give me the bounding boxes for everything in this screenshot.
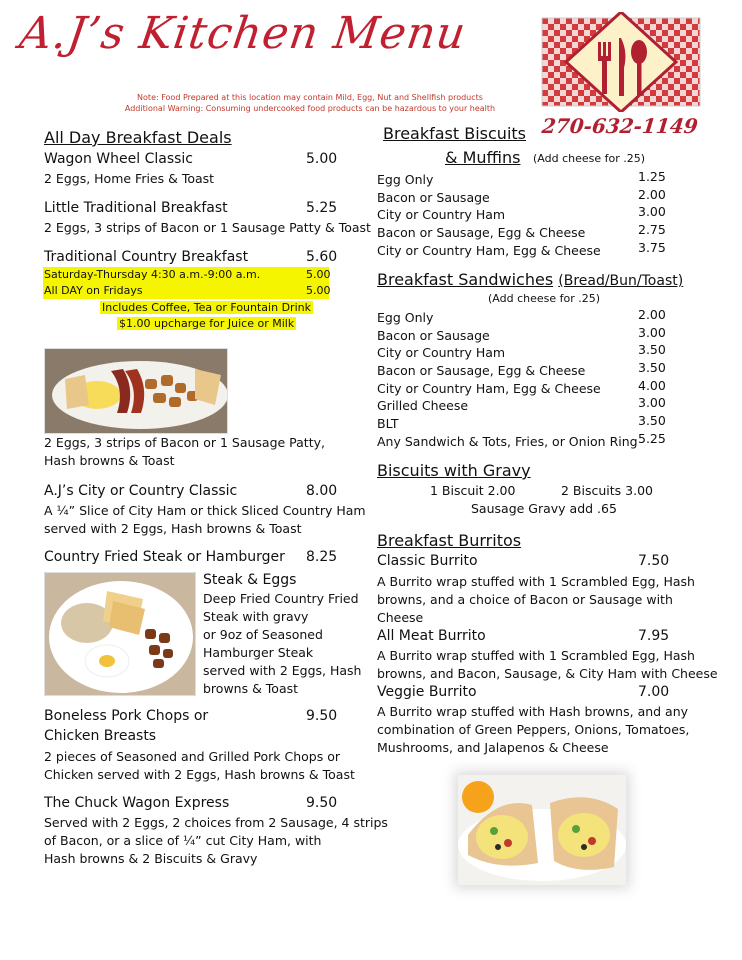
list-item: Bacon or Sausage, Egg & Cheese 3.50	[377, 360, 666, 379]
ajs-classic-name: A.J’s City or Country Classic	[44, 483, 238, 499]
all-meat-burrito-name: All Meat Burrito	[377, 628, 486, 644]
steak-eggs-photo	[44, 572, 196, 696]
veggie-burrito-desc3: Mushrooms, and Jalapenos & Cheese	[377, 740, 609, 755]
all-day-breakfast-heading: All Day Breakfast Deals	[44, 128, 232, 147]
chuck-wagon-price: 9.50	[306, 795, 338, 811]
list-item: Egg Only 2.00	[377, 307, 666, 325]
all-meat-burrito-desc1: A Burrito wrap stuffed with 1 Scrambled Egg, Hash	[377, 648, 695, 663]
gravy-heading: Biscuits with Gravy	[377, 461, 531, 480]
little-traditional-price: 5.25	[306, 200, 338, 216]
list-item: Any Sandwich & Tots, Fries, or Onion Ring 5.25	[377, 430, 666, 449]
allergen-note: Note: Food Prepared at this location may contain Mild, Egg, Nut and Shellfish products	[137, 93, 483, 102]
breakfast-plate-photo	[44, 348, 228, 434]
burrito-photo	[458, 775, 626, 885]
list-item: City or Country Ham, Egg & Cheese 4.00	[377, 377, 666, 396]
steak-desc-line: Hamburger Steak	[203, 645, 314, 660]
list-item: Bacon or Sausage 2.00	[377, 186, 666, 205]
one-biscuit-price: 1 Biscuit 2.00	[430, 483, 516, 498]
consumption-warning: Additional Warning: Consuming undercooked food products can be hazardous to your health	[124, 104, 496, 113]
all-meat-burrito-price: 7.95	[638, 628, 670, 644]
chuck-wagon-name: The Chuck Wagon Express	[44, 795, 230, 811]
kitchen-logo	[536, 12, 706, 112]
steak-desc-line: or 9oz of Seasoned	[203, 627, 323, 642]
traditional-country-name: Traditional Country Breakfast	[44, 249, 249, 265]
friday-price: 5.00	[306, 284, 331, 297]
biscuits-heading: Breakfast Biscuits	[383, 124, 526, 143]
traditional-country-price: 5.60	[306, 249, 338, 265]
veggie-burrito-name: Veggie Burrito	[377, 684, 477, 700]
steak-eggs-subtitle: Steak & Eggs	[203, 572, 297, 588]
classic-burrito-price: 7.50	[638, 553, 670, 569]
wagon-wheel-name: Wagon Wheel Classic	[44, 151, 194, 167]
list-item: City or Country Ham 3.50	[377, 342, 666, 361]
menu-title: A.J’s Kitchen Menu	[16, 8, 470, 59]
country-fried-steak-name: Country Fried Steak or Hamburger	[44, 549, 285, 565]
chicken-breasts-name: Chicken Breasts	[44, 728, 157, 744]
chuck-wagon-desc3: Hash browns & 2 Biscuits & Gravy	[44, 851, 258, 866]
list-item: City or Country Ham, Egg & Cheese 3.75	[377, 239, 666, 258]
wagon-wheel-price: 5.00	[306, 151, 338, 167]
chuck-wagon-desc1: Served with 2 Eggs, 2 choices from 2 Sausage, 4 strips	[44, 815, 388, 830]
list-item: City or Country Ham 3.00	[377, 204, 666, 223]
pork-chops-price: 9.50	[306, 708, 338, 724]
little-traditional-desc: 2 Eggs, 3 strips of Bacon or 1 Sausage Patty & Toast	[44, 220, 371, 235]
burritos-heading: Breakfast Burritos	[377, 531, 522, 550]
list-item: Egg Only 1.25	[377, 169, 666, 187]
chuck-wagon-desc2: of Bacon, or a slice of ¼” cut City Ham, with	[44, 833, 322, 848]
classic-burrito-name: Classic Burrito	[377, 553, 478, 569]
wagon-wheel-desc: 2 Eggs, Home Fries & Toast	[44, 171, 215, 186]
pork-chops-desc2: Chicken served with 2 Eggs, Hash browns & Toast	[44, 767, 355, 782]
plate-desc-line1: 2 Eggs, 3 strips of Bacon or 1 Sausage Patty,	[44, 435, 325, 450]
veggie-burrito-price: 7.00	[638, 684, 670, 700]
classic-burrito-desc1: A Burrito wrap stuffed with 1 Scrambled Egg, Hash	[377, 574, 695, 589]
biscuits-cheese-note: (Add cheese for .25)	[533, 152, 646, 165]
country-fried-steak-price: 8.25	[306, 549, 338, 565]
pork-chops-desc1: 2 pieces of Seasoned and Grilled Pork Chops or	[44, 749, 340, 764]
steak-desc-line: served with 2 Eggs, Hash	[203, 663, 362, 678]
little-traditional-name: Little Traditional Breakfast	[44, 200, 228, 216]
includes-drink: Includes Coffee, Tea or Fountain Drink	[102, 301, 311, 314]
ajs-classic-desc2: served with 2 Eggs, Hash browns & Toast	[44, 521, 302, 536]
classic-burrito-desc3: Cheese	[377, 610, 424, 625]
sandwiches-list	[377, 307, 677, 449]
sat-thu-price: 5.00	[306, 268, 331, 281]
juice-upcharge: $1.00 upcharge for Juice or Milk	[119, 317, 295, 330]
pork-chops-name: Boneless Pork Chops or	[44, 708, 209, 724]
steak-desc-line: browns & Toast	[203, 681, 299, 696]
biscuits-list	[377, 169, 677, 257]
steak-desc-line: Steak with gravy	[203, 609, 309, 624]
all-meat-burrito-desc2: browns, and Bacon, Sausage, & City Ham with Cheese	[377, 666, 718, 681]
list-item: BLT 3.50	[377, 413, 666, 432]
steak-desc-line: Deep Fried Country Fried	[203, 591, 359, 606]
classic-burrito-desc2: browns, and a choice of Bacon or Sausage with	[377, 592, 673, 607]
sandwiches-heading: Breakfast Sandwiches (Bread/Bun/Toast)	[377, 270, 684, 289]
muffins-heading: & Muffins	[445, 148, 521, 167]
ajs-classic-price: 8.00	[306, 483, 338, 499]
sandwiches-cheese-note: (Add cheese for .25)	[488, 292, 601, 305]
veggie-burrito-desc2: combination of Green Peppers, Onions, Tomatoes,	[377, 722, 690, 737]
ajs-classic-desc1: A ¼” Slice of City Ham or thick Sliced Country Ham	[44, 503, 366, 518]
veggie-burrito-desc1: A Burrito wrap stuffed with Hash browns, and any	[377, 704, 689, 719]
phone-number[interactable]: 270-632-1149	[540, 114, 700, 138]
friday-label: All DAY on Fridays	[44, 284, 143, 297]
plate-desc-line2: Hash browns & Toast	[44, 453, 175, 468]
sat-thu-label: Saturday-Thursday 4:30 a.m.-9:00 a.m.	[44, 268, 261, 281]
list-item: Grilled Cheese 3.00	[377, 395, 666, 414]
list-item: Bacon or Sausage 3.00	[377, 324, 666, 343]
list-item: Bacon or Sausage, Egg & Cheese 2.75	[377, 222, 666, 241]
sausage-gravy-addon: Sausage Gravy add .65	[471, 501, 617, 516]
two-biscuits-price: 2 Biscuits 3.00	[561, 483, 653, 498]
